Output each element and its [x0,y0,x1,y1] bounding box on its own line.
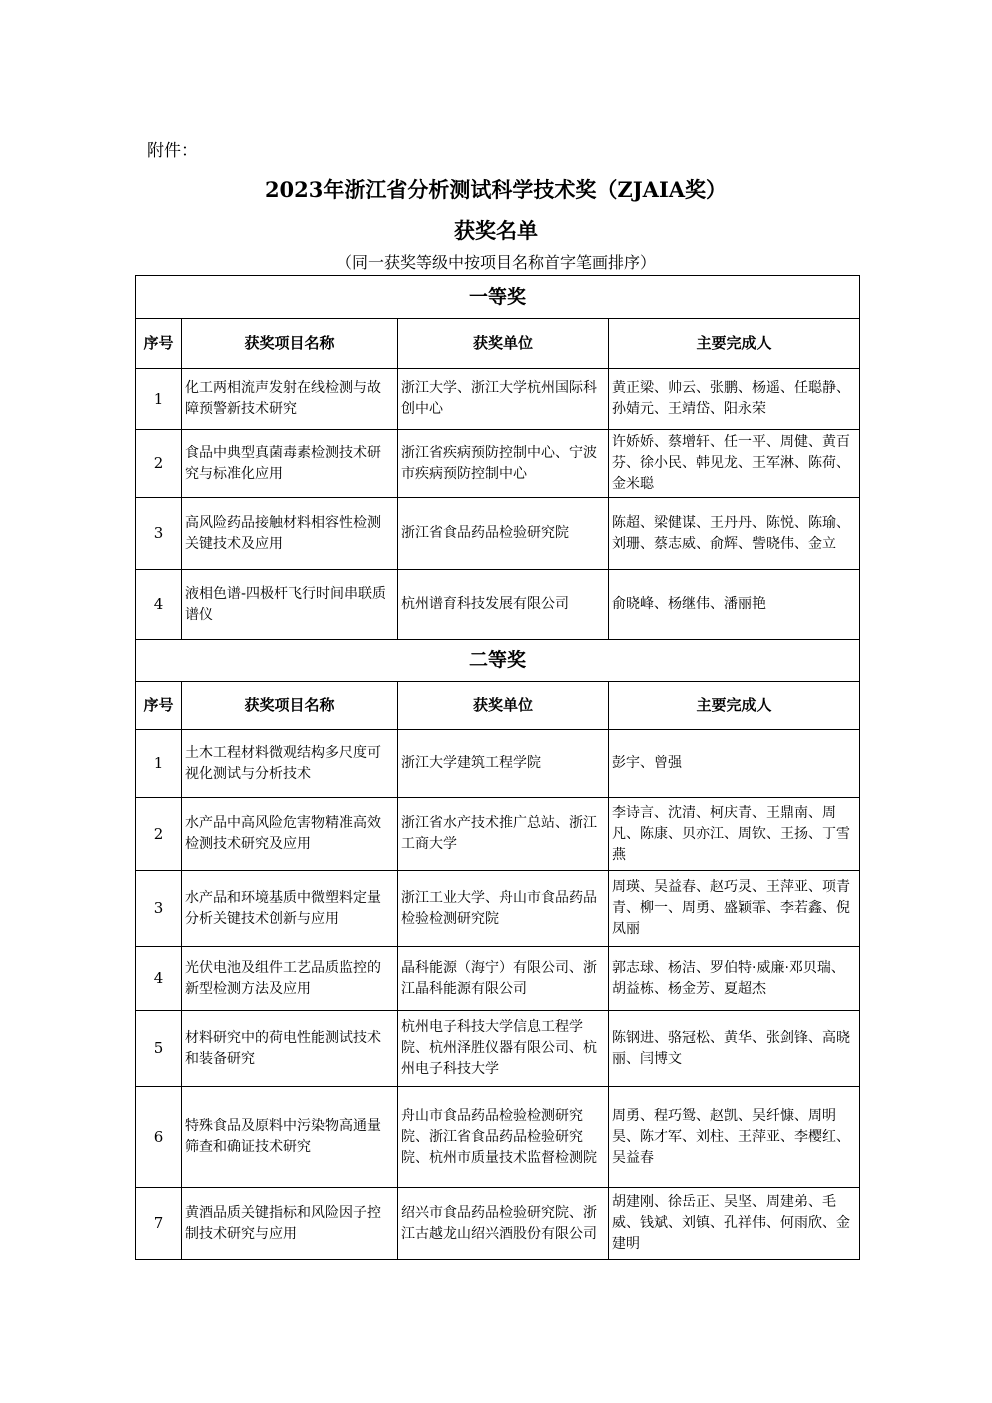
table-row [136,947,860,1011]
col-header-no: 序号 [136,319,182,369]
main-contributors: 李诗言、沈清、柯庆青、王鼎南、周凡、陈康、贝亦江、周钦、王扬、丁雪燕 [609,798,860,871]
row-number: 1 [136,369,182,430]
row-number: 1 [136,730,182,798]
project-name: 水产品中高风险危害物精准高效检测技术研究及应用 [182,798,398,871]
project-name: 化工两相流声发射在线检测与故障预警新技术研究 [182,369,398,430]
project-name: 液相色谱-四极杆飞行时间串联质谱仪 [182,570,398,640]
table-row [136,369,860,430]
row-number: 6 [136,1087,182,1188]
table-row [136,1188,860,1260]
project-name: 水产品和环境基质中微塑料定量分析关键技术创新与应用 [182,871,398,947]
table-row [136,570,860,640]
col-header-unit: 获奖单位 [398,319,609,369]
award-unit: 浙江大学、浙江大学杭州国际科创中心 [398,369,609,430]
main-contributors: 胡建刚、徐岳正、吴坚、周建弟、毛威、钱斌、刘镇、孔祥伟、何雨欣、金建明 [609,1188,860,1260]
row-number: 3 [136,498,182,570]
col-header-no: 序号 [136,682,182,730]
awards-table [135,275,860,1260]
main-contributors: 郭志球、杨洁、罗伯特·威廉·邓贝瑞、胡益栋、杨金芳、夏超杰 [609,947,860,1011]
project-name: 光伏电池及组件工艺品质监控的新型检测方法及应用 [182,947,398,1011]
document-subtitle: 获奖名单 [454,218,538,243]
main-contributors: 陈钢进、骆冠松、黄华、张剑锋、高晓丽、闫博文 [609,1011,860,1087]
row-number: 3 [136,871,182,947]
row-number: 7 [136,1188,182,1260]
main-contributors: 许娇娇、蔡增轩、任一平、周健、黄百芬、徐小民、韩见龙、王军淋、陈荷、金米聪 [609,430,860,498]
award-unit: 绍兴市食品药品检验研究院、浙江古越龙山绍兴酒股份有限公司 [398,1188,609,1260]
table-row [136,871,860,947]
section-header-row [136,640,860,682]
award-unit: 浙江省疾病预防控制中心、宁波市疾病预防控制中心 [398,430,609,498]
table-row [136,430,860,498]
project-name: 特殊食品及原料中污染物高通量筛查和确证技术研究 [182,1087,398,1188]
main-contributors: 俞晓峰、杨继伟、潘丽艳 [609,570,860,640]
project-name: 材料研究中的荷电性能测试技术和装备研究 [182,1011,398,1087]
sorting-note: （同一获奖等级中按项目名称首字笔画排序） [335,253,656,272]
main-contributors: 周瑛、吴益春、赵巧灵、王萍亚、项青青、柳一、周勇、盛颖霏、李若鑫、倪凤丽 [609,871,860,947]
award-unit: 舟山市食品药品检验检测研究院、浙江省食品药品检验研究院、杭州市质量技术监督检测院 [398,1087,609,1188]
main-contributors: 彭宇、曾强 [609,730,860,798]
attachment-label: 附件： [147,141,198,161]
table-row [136,498,860,570]
award-unit: 浙江大学建筑工程学院 [398,730,609,798]
table-row [136,798,860,871]
table-row [136,1011,860,1087]
award-unit: 浙江省水产技术推广总站、浙江工商大学 [398,798,609,871]
row-number: 4 [136,947,182,1011]
column-header-row [136,319,860,369]
project-name: 高风险药品接触材料相容性检测关键技术及应用 [182,498,398,570]
col-header-unit: 获奖单位 [398,682,609,730]
table-row [136,730,860,798]
project-name: 黄酒品质关键指标和风险因子控制技术研究与应用 [182,1188,398,1260]
table-row [136,1087,860,1188]
row-number: 4 [136,570,182,640]
section-title: 一等奖 [136,276,860,319]
award-unit: 杭州谱育科技发展有限公司 [398,570,609,640]
section-header-row [136,276,860,319]
main-contributors: 黄正梁、帅云、张鹏、杨遥、任聪静、孙婧元、王靖岱、阳永荣 [609,369,860,430]
main-contributors: 陈超、梁健谋、王丹丹、陈悦、陈瑜、刘珊、蔡志威、俞辉、訾晓伟、金立 [609,498,860,570]
col-header-people: 主要完成人 [609,682,860,730]
col-header-project: 获奖项目名称 [182,682,398,730]
award-unit: 浙江省食品药品检验研究院 [398,498,609,570]
award-unit: 晶科能源（海宁）有限公司、浙江晶科能源有限公司 [398,947,609,1011]
project-name: 食品中典型真菌毒素检测技术研究与标准化应用 [182,430,398,498]
award-unit: 浙江工业大学、舟山市食品药品检验检测研究院 [398,871,609,947]
main-contributors: 周勇、程巧鸳、赵凯、吴纤慷、周明昊、陈才军、刘柱、王萍亚、李樱红、吴益春 [609,1087,860,1188]
row-number: 2 [136,798,182,871]
section-title: 二等奖 [136,640,860,682]
award-unit: 杭州电子科技大学信息工程学院、杭州泽胜仪器有限公司、杭州电子科技大学 [398,1011,609,1087]
col-header-project: 获奖项目名称 [182,319,398,369]
column-header-row [136,682,860,730]
row-number: 5 [136,1011,182,1087]
project-name: 土木工程材料微观结构多尺度可视化测试与分析技术 [182,730,398,798]
document-title: 2023年浙江省分析测试科学技术奖（ZJAIA奖） [264,177,728,202]
row-number: 2 [136,430,182,498]
col-header-people: 主要完成人 [609,319,860,369]
